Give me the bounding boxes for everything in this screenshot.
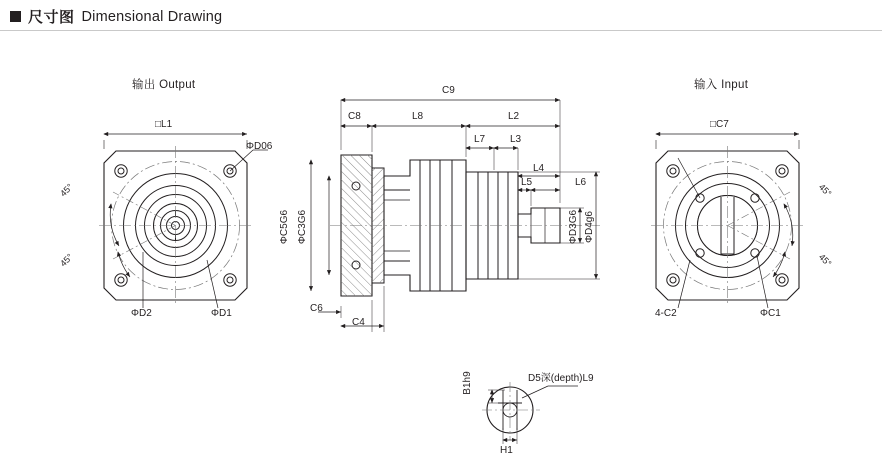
- label-4c2: 4-C2: [655, 308, 677, 319]
- label-c1: ΦC1: [760, 308, 781, 319]
- label-l8: L8: [412, 111, 424, 122]
- label-angle-input-top: 45°: [816, 181, 834, 199]
- label-d5-depth-l9: D5深(depth)L9: [528, 373, 594, 384]
- label-l2: L2: [508, 111, 520, 122]
- label-c8: C8: [348, 111, 361, 122]
- label-l4: L4: [533, 163, 545, 174]
- label-c4: C4: [352, 317, 365, 328]
- header-title-en: Dimensional Drawing: [81, 8, 223, 25]
- label-l7: L7: [474, 134, 486, 145]
- label-l5: L5: [521, 177, 533, 188]
- keyway-detail-view: [482, 382, 578, 444]
- label-angle-input-bottom: 45°: [816, 251, 834, 269]
- label-d4g6: ΦD4g6: [584, 211, 595, 243]
- label-angle-output-bottom: 45°: [58, 251, 75, 269]
- label-l3: L3: [510, 134, 522, 145]
- label-angle-output-top: 45°: [58, 181, 75, 199]
- header-title-cn: 尺寸图: [28, 9, 75, 26]
- label-d3g6: ΦD3G6: [568, 209, 579, 245]
- output-view-title-en: Output: [159, 79, 196, 91]
- label-h1: H1: [500, 445, 513, 456]
- label-c5g6: ΦC5G6: [279, 209, 290, 245]
- input-view-title-cn: 输入: [694, 79, 718, 91]
- label-c7: □C7: [710, 119, 729, 130]
- label-c9: C9: [442, 85, 455, 96]
- input-face-view: [651, 134, 804, 308]
- output-face-view: [99, 134, 268, 308]
- output-view-title: [132, 80, 195, 92]
- label-d2: ΦD2: [131, 308, 152, 319]
- label-c3g6: ΦC3G6: [297, 209, 308, 245]
- input-view-title: [694, 80, 748, 92]
- label-l1: □L1: [155, 119, 173, 130]
- label-c6: C6: [310, 303, 323, 314]
- output-view-title-cn: 输出: [132, 79, 156, 91]
- label-d1: ΦD1: [211, 308, 232, 319]
- label-l6: L6: [575, 177, 587, 188]
- label-d06: ΦD06: [246, 141, 273, 152]
- input-view-title-en: Input: [721, 79, 749, 91]
- label-b1h9: B1h9: [462, 371, 473, 395]
- side-section-view: [311, 100, 600, 332]
